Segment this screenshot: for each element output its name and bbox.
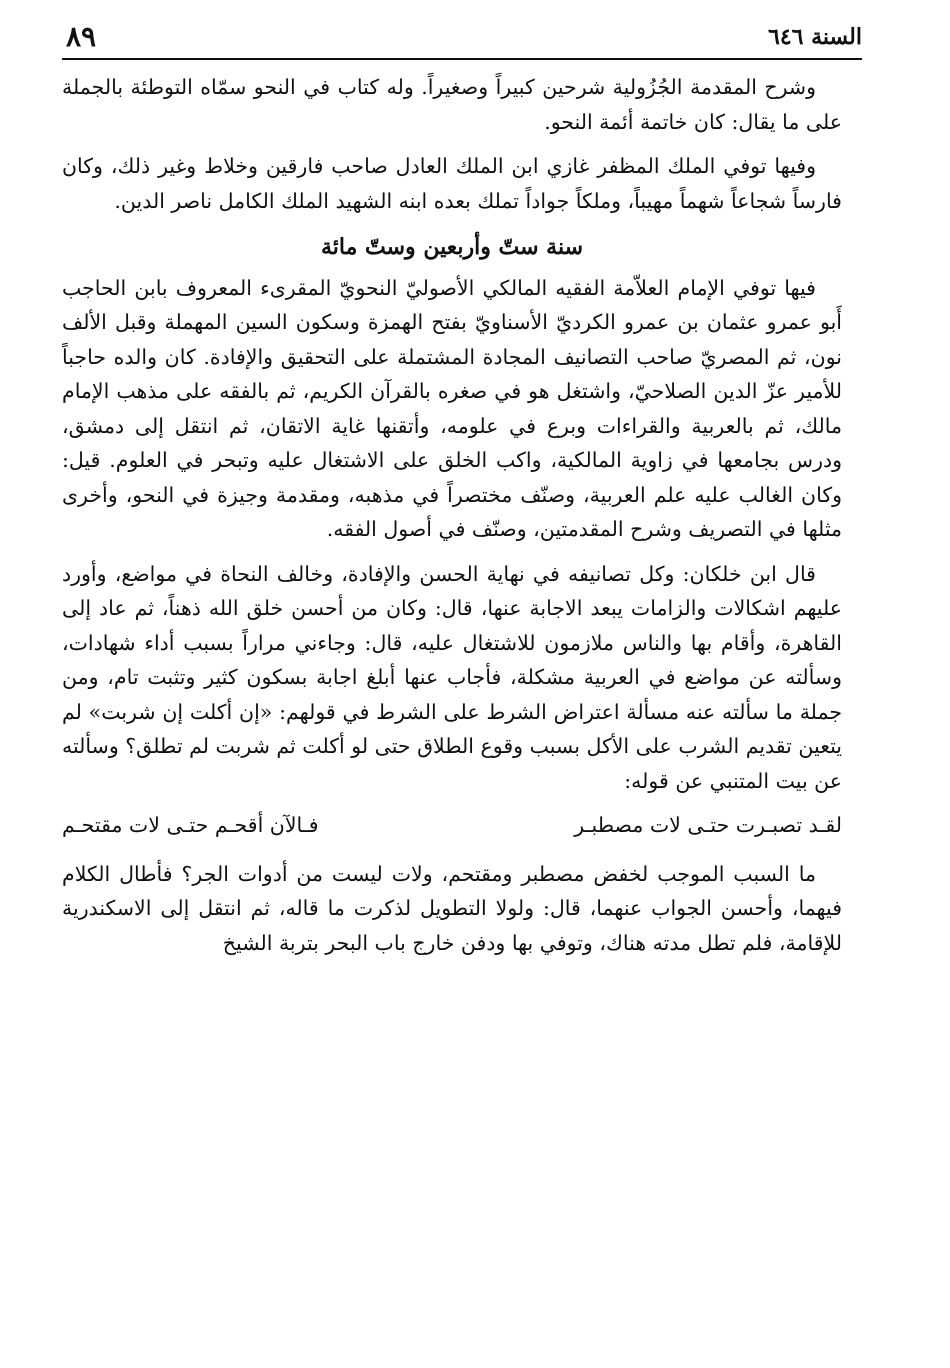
- poetry-verse: [62, 808, 842, 843]
- page-number: ٨٩: [66, 20, 97, 53]
- paragraph: قال ابن خلكان: وكل تصانيفه في نهاية الحسن والإفادة، وخالف النحاة في مواضع، وأورد عليهم اشكالات والزامات يبعد الاجابة عنها، قال: وكان من أحسن خلق الله ذهناً، ثم عاد إلى القاهرة، وأقام بها والناس ملازمون للاشتغال عليه، قال: وجاءني مراراً بسبب أداء شهادات، وسألته عن مواضع في العربية مشكلة، فأجاب عنها أبلغ اجابة بسكون كثير وتثبت تام، ومن جملة ما سألته عنه مسألة اعتراض الشرط على الشرط في قولهم: «إن أكلت إن شربت» لم يتعين تقديم الشرب على الأكل بسبب وقوع الطلاق حتى لو أكلت ثم شربت لم تطلق؟ وسألته عن بيت المتنبي عن قوله:: [62, 561, 842, 793]
- running-title: السنة ٦٤٦: [768, 24, 862, 50]
- verse-second-hemistich: فـالآن أقحـم حتـى لات مقتحـم: [62, 813, 319, 837]
- paragraph: وفيها توفي الملك المظفر غازي ابن الملك العادل صاحب فارقين وخلاط وغير ذلك، وكان فارساً شجاعاً شهماً مهيباً، وملكاً جواداً تملك بعده ابنه الشهيد الملك الكامل ناصر الدين.: [62, 154, 842, 213]
- paragraph: ما السبب الموجب لخفض مصطبر ومقتحم، ولات ليست من أدوات الجر؟ فأطال الكلام فيهما، وأحسن الجواب عنهما، قال: ولولا التطويل لذكرت ما قاله، ثم انتقل إلى الاسكندرية للإقامة، فلم تطل مدته هناك، وتوفي بها ودفن خارج باب البحر بتربة الشيخ: [62, 861, 842, 955]
- header-rule: [62, 58, 862, 60]
- page-header: [62, 18, 862, 58]
- paragraph: وشرح المقدمة الجُزُولية شرحين كبيراً وصغيراً. وله كتاب في النحو سمّاه التوطئة بالجملة على ما يقال: كان خاتمة أئمة النحو.: [62, 75, 842, 134]
- section-heading: سنة ستّ وأربعين وستّ مائة: [320, 234, 584, 260]
- verse-first-hemistich: لقـد تصبـرت حتـى لات مصطبـر: [574, 813, 842, 837]
- body-text: [62, 70, 842, 960]
- paragraph: فيها توفي الإمام العلاّمة الفقيه المالكي الأصوليّ النحويّ المقرىء المعروف بابن الحاجب أَبو عمرو عثمان بن عمرو الكرديّ الأسناويّ بفتح الهمزة وسكون السين المهملة وقبل الألف نون، ثم المصريّ صاحب التصانيف المجادة المشتملة على التحقيق والإفادة. كان والده حاجباً للأمير عزّ الدين الصلاحيّ، واشتغل هو في صغره بالقرآن الكريم، ثم بالفقه على مذهب الإمام مالك، ثم بالعربية والقراءات وبرع في علومه، وأتقنها غاية الاتقان، ثم انتقل إلى دمشق، ودرس بجامعها في زاوية المالكية، واكب الخلق على الاشتغال عليه وتبحر في العلوم. قيل: وكان الغالب عليه علم العربية، وصنّف مختصراً في مذهبه، ومقدمة وجيزة في النحو، وأخرى مثلها في التصريف وشرح المقدمتين، وصنّف في أصول الفقه.: [62, 275, 842, 541]
